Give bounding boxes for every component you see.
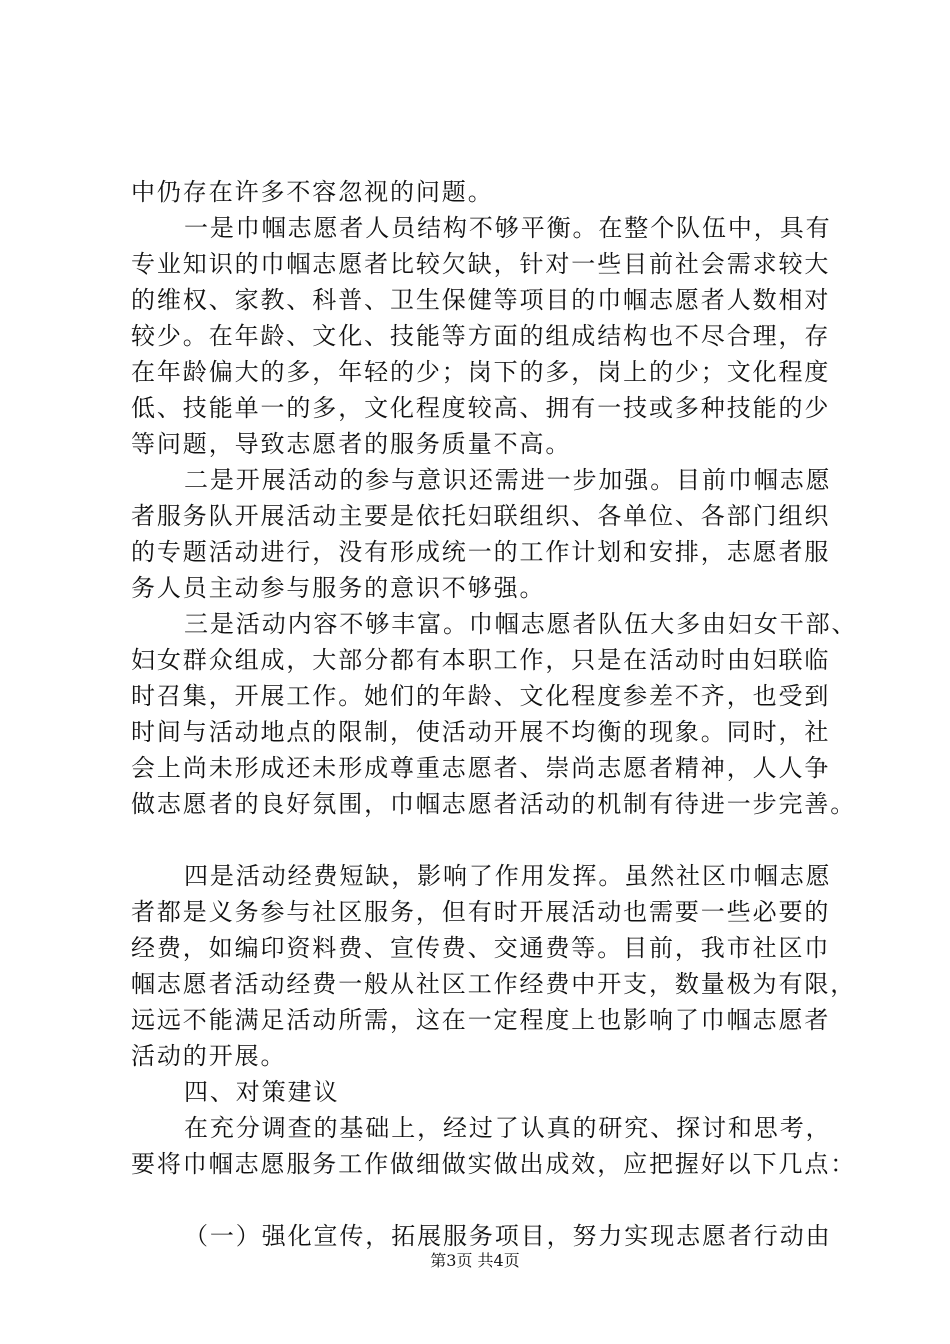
text-line: 者服务队开展活动主要是依托妇联组织、各单位、各部门组织 (131, 502, 831, 530)
text-line: 做志愿者的良好氛围，巾帼志愿者活动的机制有待进一步完善。 (131, 790, 857, 818)
text-line: 在充分调查的基础上，经过了认真的研究、探讨和思考， (184, 1114, 832, 1142)
text-line: 时召集，开展工作。她们的年龄、文化程度参差不齐，也受到 (131, 682, 831, 710)
text-line: 中仍存在许多不容忽视的问题。 (131, 178, 494, 206)
text-line: 时间与活动地点的限制，使活动开展不均衡的现象。同时，社 (131, 718, 831, 746)
text-line: 经费，如编印资料费、宣传费、交通费等。目前，我市社区巾 (131, 934, 831, 962)
text-line: 帼志愿者活动经费一般从社区工作经费中开支，数量极为有限， (131, 970, 857, 998)
text-line: 专业知识的巾帼志愿者比较欠缺，针对一些目前社会需求较大 (131, 250, 831, 278)
text-line: 远远不能满足活动所需，这在一定程度上也影响了巾帼志愿者 (131, 1006, 831, 1034)
text-line: （一）强化宣传，拓展服务项目，努力实现志愿者行动由 (184, 1222, 832, 1250)
text-line: 等问题，导致志愿者的服务质量不高。 (131, 430, 572, 458)
text-line: 活动的开展。 (131, 1042, 287, 1070)
text-line: 三是活动内容不够丰富。巾帼志愿者队伍大多由妇女干部、 (184, 610, 858, 638)
page-footer: 第3页 共4页 (430, 1251, 520, 1270)
text-line: 要将巾帼志愿服务工作做细做实做出成效，应把握好以下几点： (131, 1150, 857, 1178)
text-line: 的维权、家教、科普、卫生保健等项目的巾帼志愿者人数相对 (131, 286, 831, 314)
text-line: 务人员主动参与服务的意识不够强。 (131, 574, 546, 602)
text-line: 低、技能单一的多，文化程度较高、拥有一技或多种技能的少 (131, 394, 831, 422)
text-line: 四是活动经费短缺，影响了作用发挥。虽然社区巾帼志愿 (184, 862, 832, 890)
text-line: 会上尚未形成还未形成尊重志愿者、崇尚志愿者精神，人人争 (131, 754, 831, 782)
text-line: 妇女群众组成，大部分都有本职工作，只是在活动时由妇联临 (131, 646, 831, 674)
text-line: 者都是义务参与社区服务，但有时开展活动也需要一些必要的 (131, 898, 831, 926)
text-line: 较少。在年龄、文化、技能等方面的组成结构也不尽合理，存 (131, 322, 831, 350)
text-line: 一是巾帼志愿者人员结构不够平衡。在整个队伍中，具有 (184, 214, 832, 242)
text-line: 在年龄偏大的多，年轻的少；岗下的多，岗上的少；文化程度 (131, 358, 831, 386)
text-line: 二是开展活动的参与意识还需进一步加强。目前巾帼志愿 (184, 466, 832, 494)
text-line: 的专题活动进行，没有形成统一的工作计划和安排，志愿者服 (131, 538, 831, 566)
section-heading: 四、对策建议 (184, 1078, 340, 1106)
